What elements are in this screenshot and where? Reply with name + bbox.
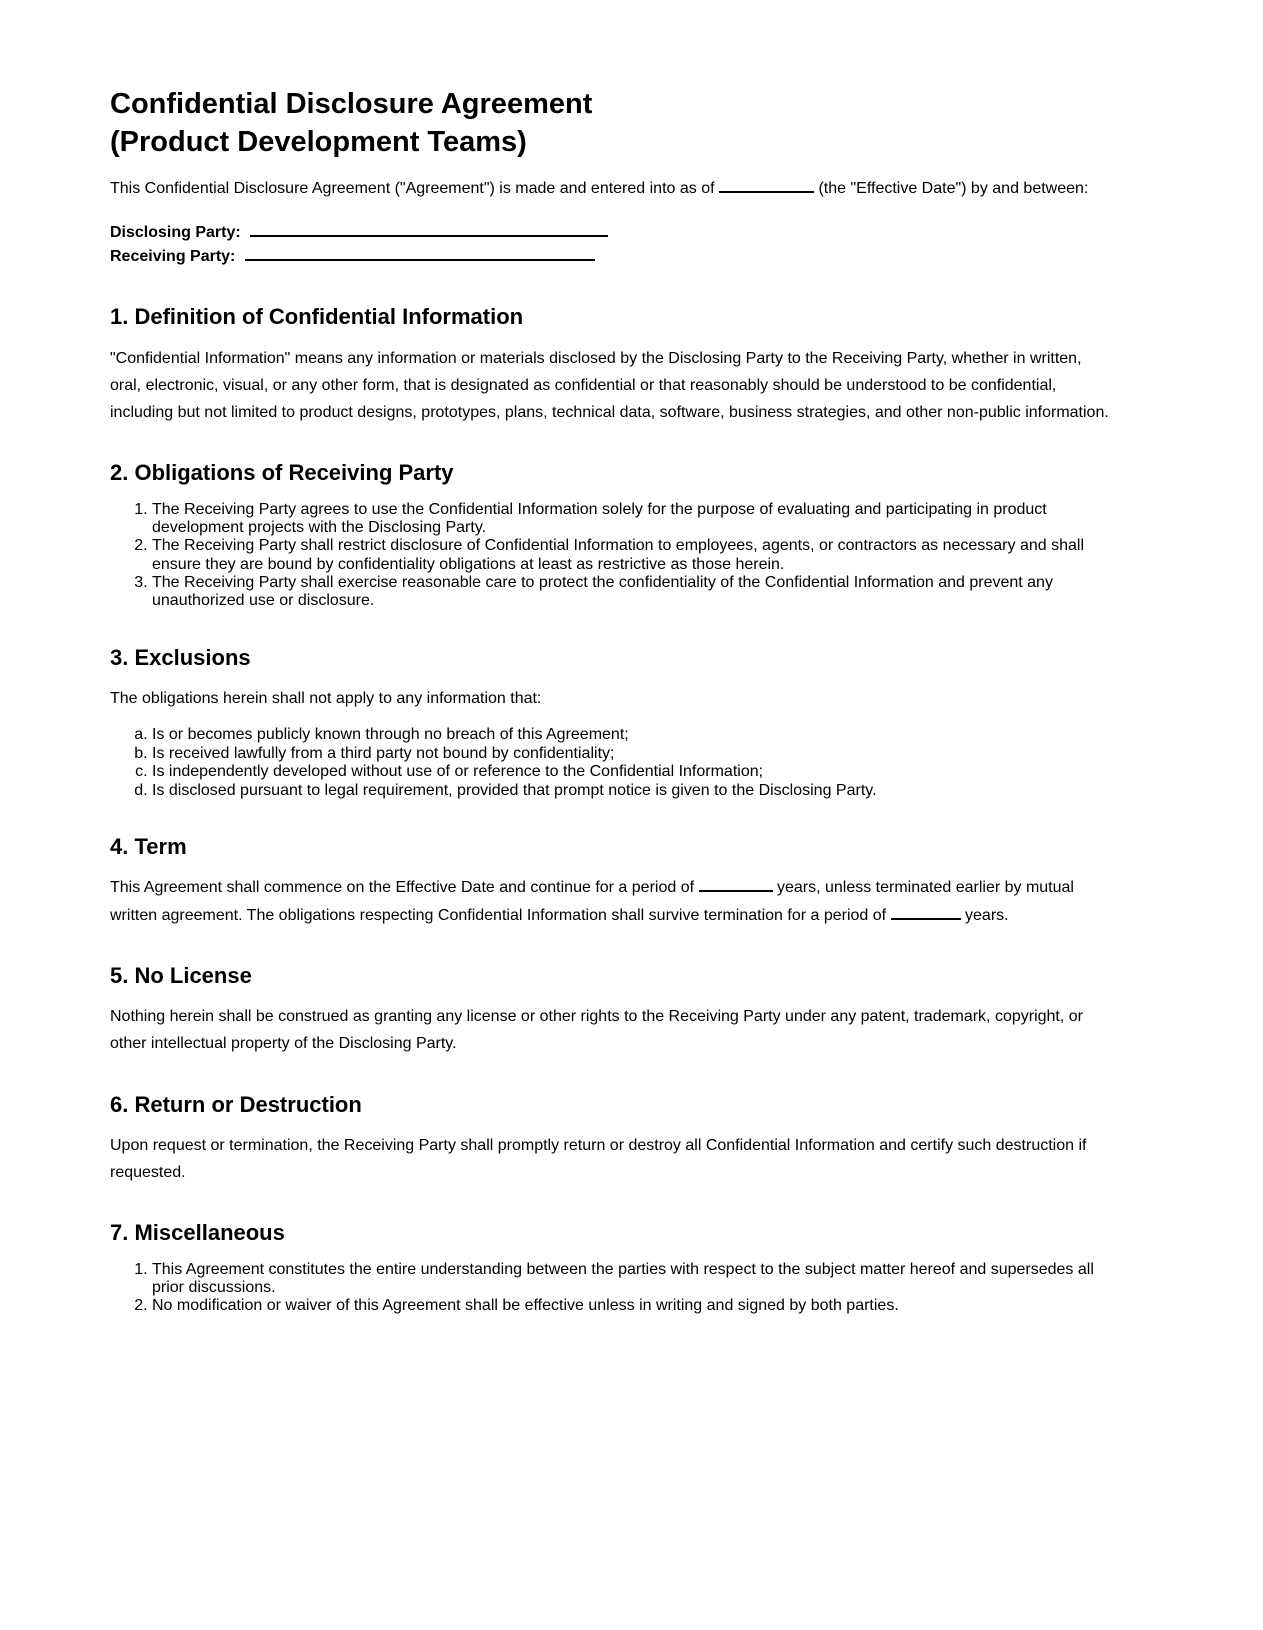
- intro-text-after-blank: (the "Effective Date") by and between:: [818, 180, 1089, 198]
- list-item: 2. No modification or waiver of this Agreement shall be effective unless in writing and signed by both parties.: [152, 1297, 1110, 1315]
- section-5-heading: 5. No License: [110, 962, 252, 988]
- parties-block: [110, 221, 1110, 271]
- disclosing-party-row: [110, 221, 1110, 246]
- section-7-heading: 7. Miscellaneous: [110, 1220, 285, 1246]
- list-item: 1. The Receiving Party agrees to use the Confidential Information solely for the purpose of evaluating and participating in product development projects with the Disclosing Party.: [152, 501, 1110, 538]
- list-item: a. Is or becomes publicly known through no breach of this Agreement;: [152, 726, 1110, 744]
- effective-date-blank-line: [719, 181, 814, 193]
- list-item: d. Is disclosed pursuant to legal requirement, provided that prompt notice is given to the Disclosing Party.: [152, 782, 1110, 800]
- section-4-heading: 4. Term: [110, 833, 187, 859]
- section-7-list: [110, 1261, 1110, 1316]
- disclosing-party-blank-line: [250, 225, 608, 237]
- section-2-list: [110, 501, 1110, 611]
- document-title: [110, 86, 1110, 161]
- intro-paragraph: [110, 175, 1110, 202]
- term-text-before-blank: This Agreement shall commence on the Effective Date and continue for a period of: [110, 879, 695, 897]
- document-title-line-2: (Product Development Teams): [110, 125, 527, 158]
- section-3-list: [110, 726, 1110, 800]
- survival-years-blank-line: [891, 908, 961, 920]
- term-text-between-blanks: years, unless terminated earlier by mutual written agreement. The obligations respecting Confidential Information shall survive termination for a period of: [110, 879, 1074, 924]
- list-item: 3. The Receiving Party shall exercise reasonable care to protect the confidentiality of the Confidential Information and prevent any unauthorized use or disclosure.: [152, 574, 1110, 611]
- document-title-line-1: Confidential Disclosure Agreement: [110, 88, 593, 120]
- section-4-paragraph: [110, 874, 1110, 928]
- section-2-heading: 2. Obligations of Receiving Party: [110, 460, 454, 486]
- section-1-heading: 1. Definition of Confidential Information: [110, 304, 524, 330]
- list-item: 2. The Receiving Party shall restrict disclosure of Confidential Information to employees, agents, or contractors as necessary and shall ensure they are bound by confidentiality obligations at least as restrictive as those herein.: [152, 537, 1110, 574]
- section-6-heading: 6. Return or Destruction: [110, 1091, 362, 1117]
- section-3-paragraph: The obligations herein shall not apply to any information that:: [110, 690, 542, 708]
- receiving-party-label: Receiving Party:: [110, 248, 236, 266]
- section-5-paragraph: Nothing herein shall be construed as granting any license or other rights to the Receiving Party under any patent, trademark, copyright, or other intellectual property of the Disclosing Party.: [110, 1008, 1083, 1053]
- term-years-blank-line: [699, 880, 773, 892]
- receiving-party-row: [110, 245, 1110, 270]
- list-item: 1. This Agreement constitutes the entire understanding between the parties with respect to the subject matter hereof and supersedes all prior discussions.: [152, 1261, 1110, 1298]
- section-1-paragraph: "Confidential Information" means any information or materials disclosed by the Disclosing Party to the Receiving Party, whether in written, oral, electronic, visual, or any other form, that is designated as confidential or that reasonably should be understood to be confidential, including but not limited to product designs, prototypes, plans, technical data, software, business strategies, and other non-public information.: [110, 349, 1109, 421]
- list-item: b. Is received lawfully from a third party not bound by confidentiality;: [152, 745, 1110, 763]
- section-3-heading: 3. Exclusions: [110, 644, 251, 670]
- disclosing-party-label: Disclosing Party:: [110, 223, 241, 241]
- section-6-paragraph: Upon request or termination, the Receiving Party shall promptly return or destroy all Confidential Information and certify such destruction if requested.: [110, 1136, 1087, 1182]
- receiving-party-blank-line: [245, 249, 595, 261]
- list-item: c. Is independently developed without use of or reference to the Confidential Information;: [152, 763, 1110, 781]
- term-text-after-blank: years.: [965, 906, 1009, 924]
- intro-text-before-blank: This Confidential Disclosure Agreement ("Agreement") is made and entered into as of: [110, 180, 715, 198]
